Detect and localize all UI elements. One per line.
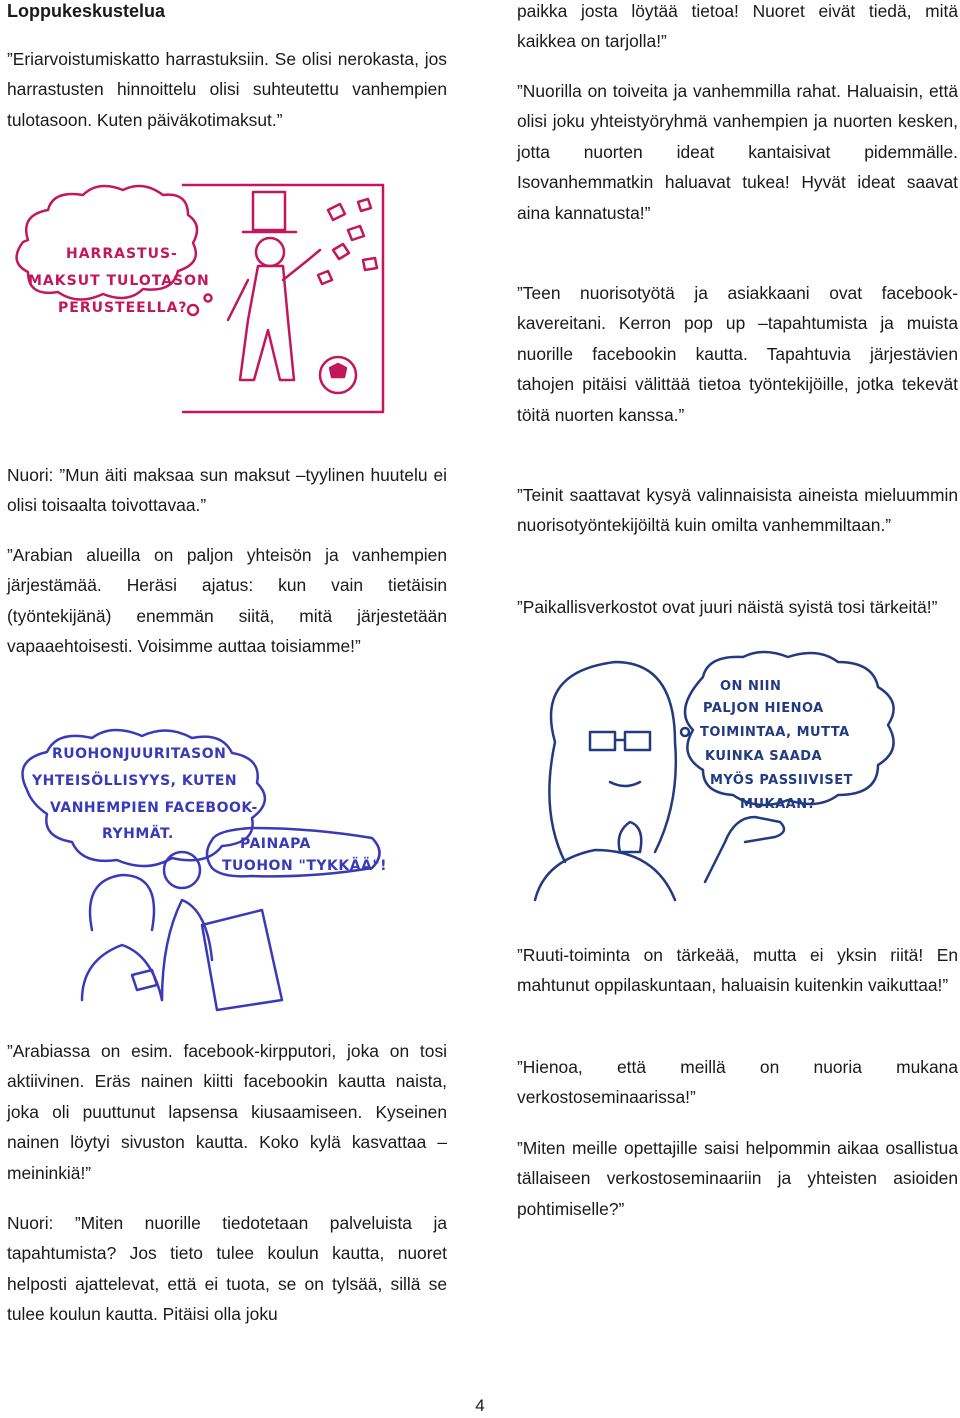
phone-icon (132, 970, 157, 990)
bubble-text-line: HARRASTUS- (66, 246, 178, 262)
left-paragraph-3: ”Arabian alueilla on paljon yhteisön ja vanhempien järjestämää. Heräsi ajatus: kun vain tietäisin (työntekijänä) enemmän siitä, mitä järjestetään vapaaehtoisesti. Voisimme auttaa toisiamme!” (7, 545, 447, 657)
thought-dot (188, 305, 198, 315)
woman-figure (82, 875, 162, 1000)
right-paragraph-7: ”Hienoa, että meillä on nuoria mukana verkostoseminaarissa!” (517, 1057, 958, 1108)
bubble-text-line: PALJON HIENOA (703, 701, 824, 716)
bubble-text-line: ON NIIN (720, 679, 782, 694)
laptop-icon (202, 910, 282, 1010)
bubble-text-line: PERUSTEELLA? (58, 300, 188, 316)
right-paragraph-8: ”Miten meille opettajille saisi helpommin aikaa osallistua tällaiseen verkostoseminaariin ja yhteisten asioiden pohtimiselle?” (517, 1138, 958, 1219)
glasses-icon (590, 732, 650, 750)
page-heading: Loppukeskustelua (7, 1, 166, 21)
bubble-text-line: TOIMINTAA, MUTTA (700, 725, 850, 740)
left-paragraph-2: Nuori: ”Mun äiti maksaa sun maksut –tyylinen huutelu ei olisi toisaalta toivottavaa.” (7, 465, 447, 516)
bubble-text-line: RUOHONJUURITASON (52, 746, 227, 762)
bubble-text-line: YHTEISÖLLISYYS, KUTEN (32, 773, 238, 789)
left-paragraph-5: Nuori: ”Miten nuorille tiedotetaan palveluista ja tapahtumista? Jos tieto tulee koulun kautta, nuoret helposti ajattelevat, että ei tuota, se on tylsää, sillä se tulee koulun kautta. Pitäisi olla joku (7, 1213, 447, 1325)
open-hand-icon (705, 817, 784, 882)
man-head (256, 238, 284, 266)
man-head (164, 852, 200, 888)
bubble-text-line: MAKSUT TULOTASON (28, 273, 210, 289)
illustration-facebook-ryhmat (12, 730, 392, 1020)
picture-frame (183, 185, 383, 412)
thought-dot (205, 295, 212, 302)
money-bill-icon (318, 199, 377, 284)
right-paragraph-5: ”Paikallisverkostot ovat juuri näistä syistä tosi tärkeitä!” (517, 597, 938, 617)
bubble-text-line: KUINKA SAADA (705, 749, 823, 764)
illustration-passiiviset-mukaan (525, 652, 925, 902)
bubble-text-line: MUKAAN? (740, 797, 816, 812)
right-paragraph-2: ”Nuorilla on toiveita ja vanhemmilla rahat. Haluaisin, että olisi joku yhteistyöryhmä vanhempien ja nuorten kesken, jotta nuorten ideat kantaisivat pidemmälle. Isovanhemmatkin haluavat tukea! Hyvät ideat saavat aina kannatusta!” (517, 81, 958, 223)
small-bubble-text-line: PAINAPA (240, 836, 311, 852)
right-paragraph-3: ”Teen nuorisotyötä ja asiakkaani ovat facebook-kavereitani. Kerron pop up –tapahtumista ja muista nuorille facebookin kautta. Tapahtuvia järjestävien tahojen pitäisi välittää tietoa työntekijöille, jotka tekevät töitä nuorten kanssa.” (517, 283, 958, 425)
woman-hair (549, 662, 675, 862)
bubble-text-line: RYHMÄT. (102, 826, 174, 842)
right-paragraph-4: ”Teinit saattavat kysyä valinnaisista aineista mieluummin nuorisotyöntekijöiltä kuin omilta vanhemmiltaan.” (517, 485, 958, 536)
top-hat-icon (253, 192, 285, 230)
page-number: 4 (475, 1396, 485, 1415)
right-paragraph-6: ”Ruuti-toiminta on tärkeää, mutta ei yksin riitä! En mahtunut oppilaskuntaan, haluaisin kuitenkin vaikuttaa!” (517, 945, 958, 996)
left-paragraph-1: ”Eriarvoistumiskatto harrastuksiin. Se olisi nerokasta, jos harrastusten hinnoittelu olisi suhteutettu vanhempien tulotasoon. Kuten päiväkotimaksut.” (7, 49, 447, 130)
bubble-text-line: MYÖS PASSIIVISET (710, 773, 854, 788)
small-bubble-text-line: TUOHON "TYKKÄÄ"! (222, 858, 388, 874)
bubble-text-line: VANHEMPIEN FACEBOOK- (50, 800, 258, 816)
left-paragraph-4: ”Arabiassa on esim. facebook-kirpputori, joka on tosi aktiivinen. Eräs nainen kiitti facebookin kautta naista, joka oli puuttunut lapsensa kiusaamiseen. Kyseinen nainen löytyi sivuston kautta. Koko kylä kasvattaa –meininkiä!” (7, 1041, 447, 1183)
illustration-harrastusmaksut (8, 180, 388, 415)
right-paragraph-1: paikka josta löytää tietoa! Nuoret eivät tiedä, mitä kaikkea on tarjolla!” (517, 1, 958, 52)
thought-dot (681, 728, 689, 736)
